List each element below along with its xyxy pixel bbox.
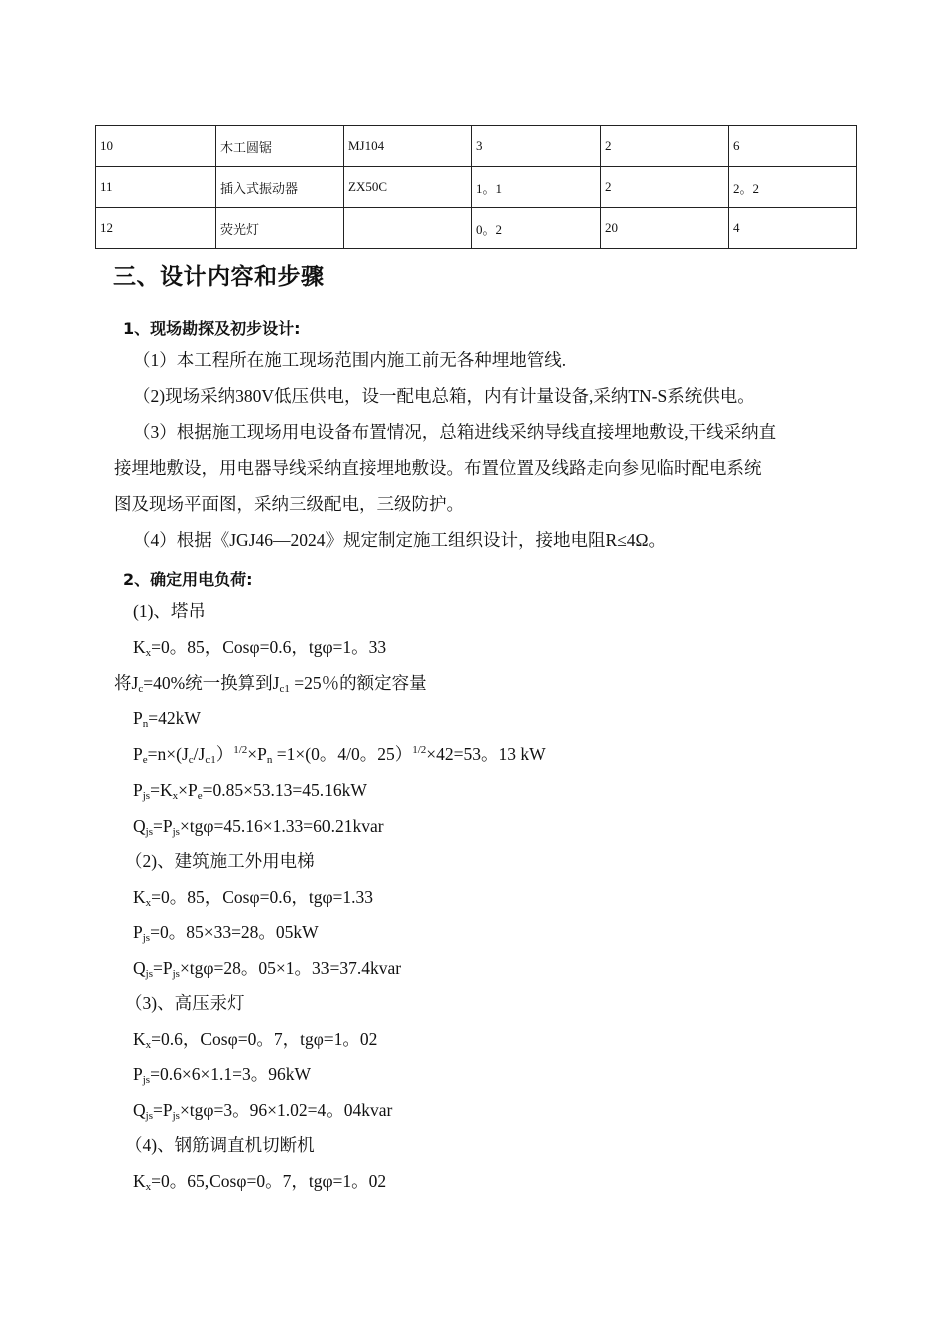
table-cell: 0。2 bbox=[472, 208, 601, 249]
formula-line: $Q_{js}=P_{js}\times tg\varphi=3$。96×1.02=4。04kvar bbox=[133, 1100, 393, 1122]
table-cell: 6 bbox=[729, 126, 857, 167]
paragraph-line: 图及现场平面图，采纳三级配电，三级防护。 bbox=[114, 494, 464, 514]
table-row bbox=[96, 208, 857, 249]
table-cell: 2 bbox=[601, 167, 729, 208]
table-cell: 12 bbox=[96, 208, 216, 249]
formula-line: $K_x=0$。85，Cosφ=0.6，tgφ=1.33 bbox=[133, 887, 374, 909]
table-cell: 3 bbox=[472, 126, 601, 167]
section-title: 三、设计内容和步骤 bbox=[113, 264, 325, 290]
item-label: （3)、高压汞灯 bbox=[125, 993, 245, 1013]
formula-line: 将$J_c=40\%$统一换算到$J_{c1} =25$％的额定容量 bbox=[114, 673, 427, 695]
item-label: （2)、建筑施工外用电梯 bbox=[125, 851, 315, 871]
table-cell: ZX50C bbox=[344, 167, 472, 208]
formula-line: $Q_{js}=P_{js}\times tg\varphi=28$。05×1。33=37.4kvar bbox=[133, 958, 402, 980]
table-cell: 11 bbox=[96, 167, 216, 208]
table-cell: 木工圆锯 bbox=[216, 126, 344, 167]
table-cell: MJ104 bbox=[344, 126, 472, 167]
formula-line: $P_n=42kW$ bbox=[133, 708, 201, 730]
formula-line: $Q_{js}=P_{js}\times tg\varphi=45.16\times 1.33=60.21kvar$ bbox=[133, 816, 384, 838]
subsection-title: 2、确定用电负荷: bbox=[123, 570, 253, 589]
formula-line: $P_{js}=0.6\times 6\times 1.1=3$。96kW bbox=[133, 1064, 312, 1086]
table-cell: 1。1 bbox=[472, 167, 601, 208]
paragraph-line: （3）根据施工现场用电设备布置情况，总箱进线采纳导线直接埋地敷设,干线采纳直 bbox=[133, 422, 777, 442]
table-row bbox=[96, 167, 857, 208]
paragraph-line: （2)现场采纳380V低压供电，设一配电总箱，内有计量设备,采纳TN-S系统供电。 bbox=[133, 386, 755, 406]
paragraph-line: （4）根据《JGJ46—2024》规定制定施工组织设计，接地电阻R≤4Ω。 bbox=[133, 530, 667, 550]
table-cell: 4 bbox=[729, 208, 857, 249]
formula-line: $K_x=0.6$，Cosφ=0。7，tgφ=1。02 bbox=[133, 1029, 378, 1051]
table-cell bbox=[344, 208, 472, 249]
table-cell: 2 bbox=[601, 126, 729, 167]
formula-line: $P_e=n\times(J_c/J_{c1})^{1/2}\times P_n =1\times(0$。4/0。25）$^{1/2}$×42=53。13 kW bbox=[133, 744, 546, 766]
paragraph-line: 接埋地敷设，用电器导线采纳直接埋地敷设。布置位置及线路走向参见临时配电系统 bbox=[114, 458, 762, 478]
table-cell: 2。2 bbox=[729, 167, 857, 208]
equipment-table bbox=[95, 125, 857, 249]
formula-line: $K_x=0$。65,Cosφ=0。7，tgφ=1。02 bbox=[133, 1171, 387, 1193]
item-label: (1)、塔吊 bbox=[133, 601, 206, 621]
subsection-title: 1、现场勘探及初步设计: bbox=[123, 319, 301, 338]
formula-line: $P_{js}=K_x\times P_e=0.85\times 53.13=45.16kW$ bbox=[133, 780, 367, 802]
table-row bbox=[96, 126, 857, 167]
table-cell: 荧光灯 bbox=[216, 208, 344, 249]
formula-line: $K_x=0$。85，Cosφ=0.6，tgφ=1。33 bbox=[133, 637, 387, 659]
item-label: （4)、钢筋调直机切断机 bbox=[125, 1135, 315, 1155]
table-cell: 10 bbox=[96, 126, 216, 167]
formula-line: $P_{js}=0$。85×33=28。05kW bbox=[133, 922, 319, 944]
table-cell: 20 bbox=[601, 208, 729, 249]
paragraph-line: （1）本工程所在施工现场范围内施工前无各种埋地管线. bbox=[133, 350, 567, 370]
table-cell: 插入式振动器 bbox=[216, 167, 344, 208]
